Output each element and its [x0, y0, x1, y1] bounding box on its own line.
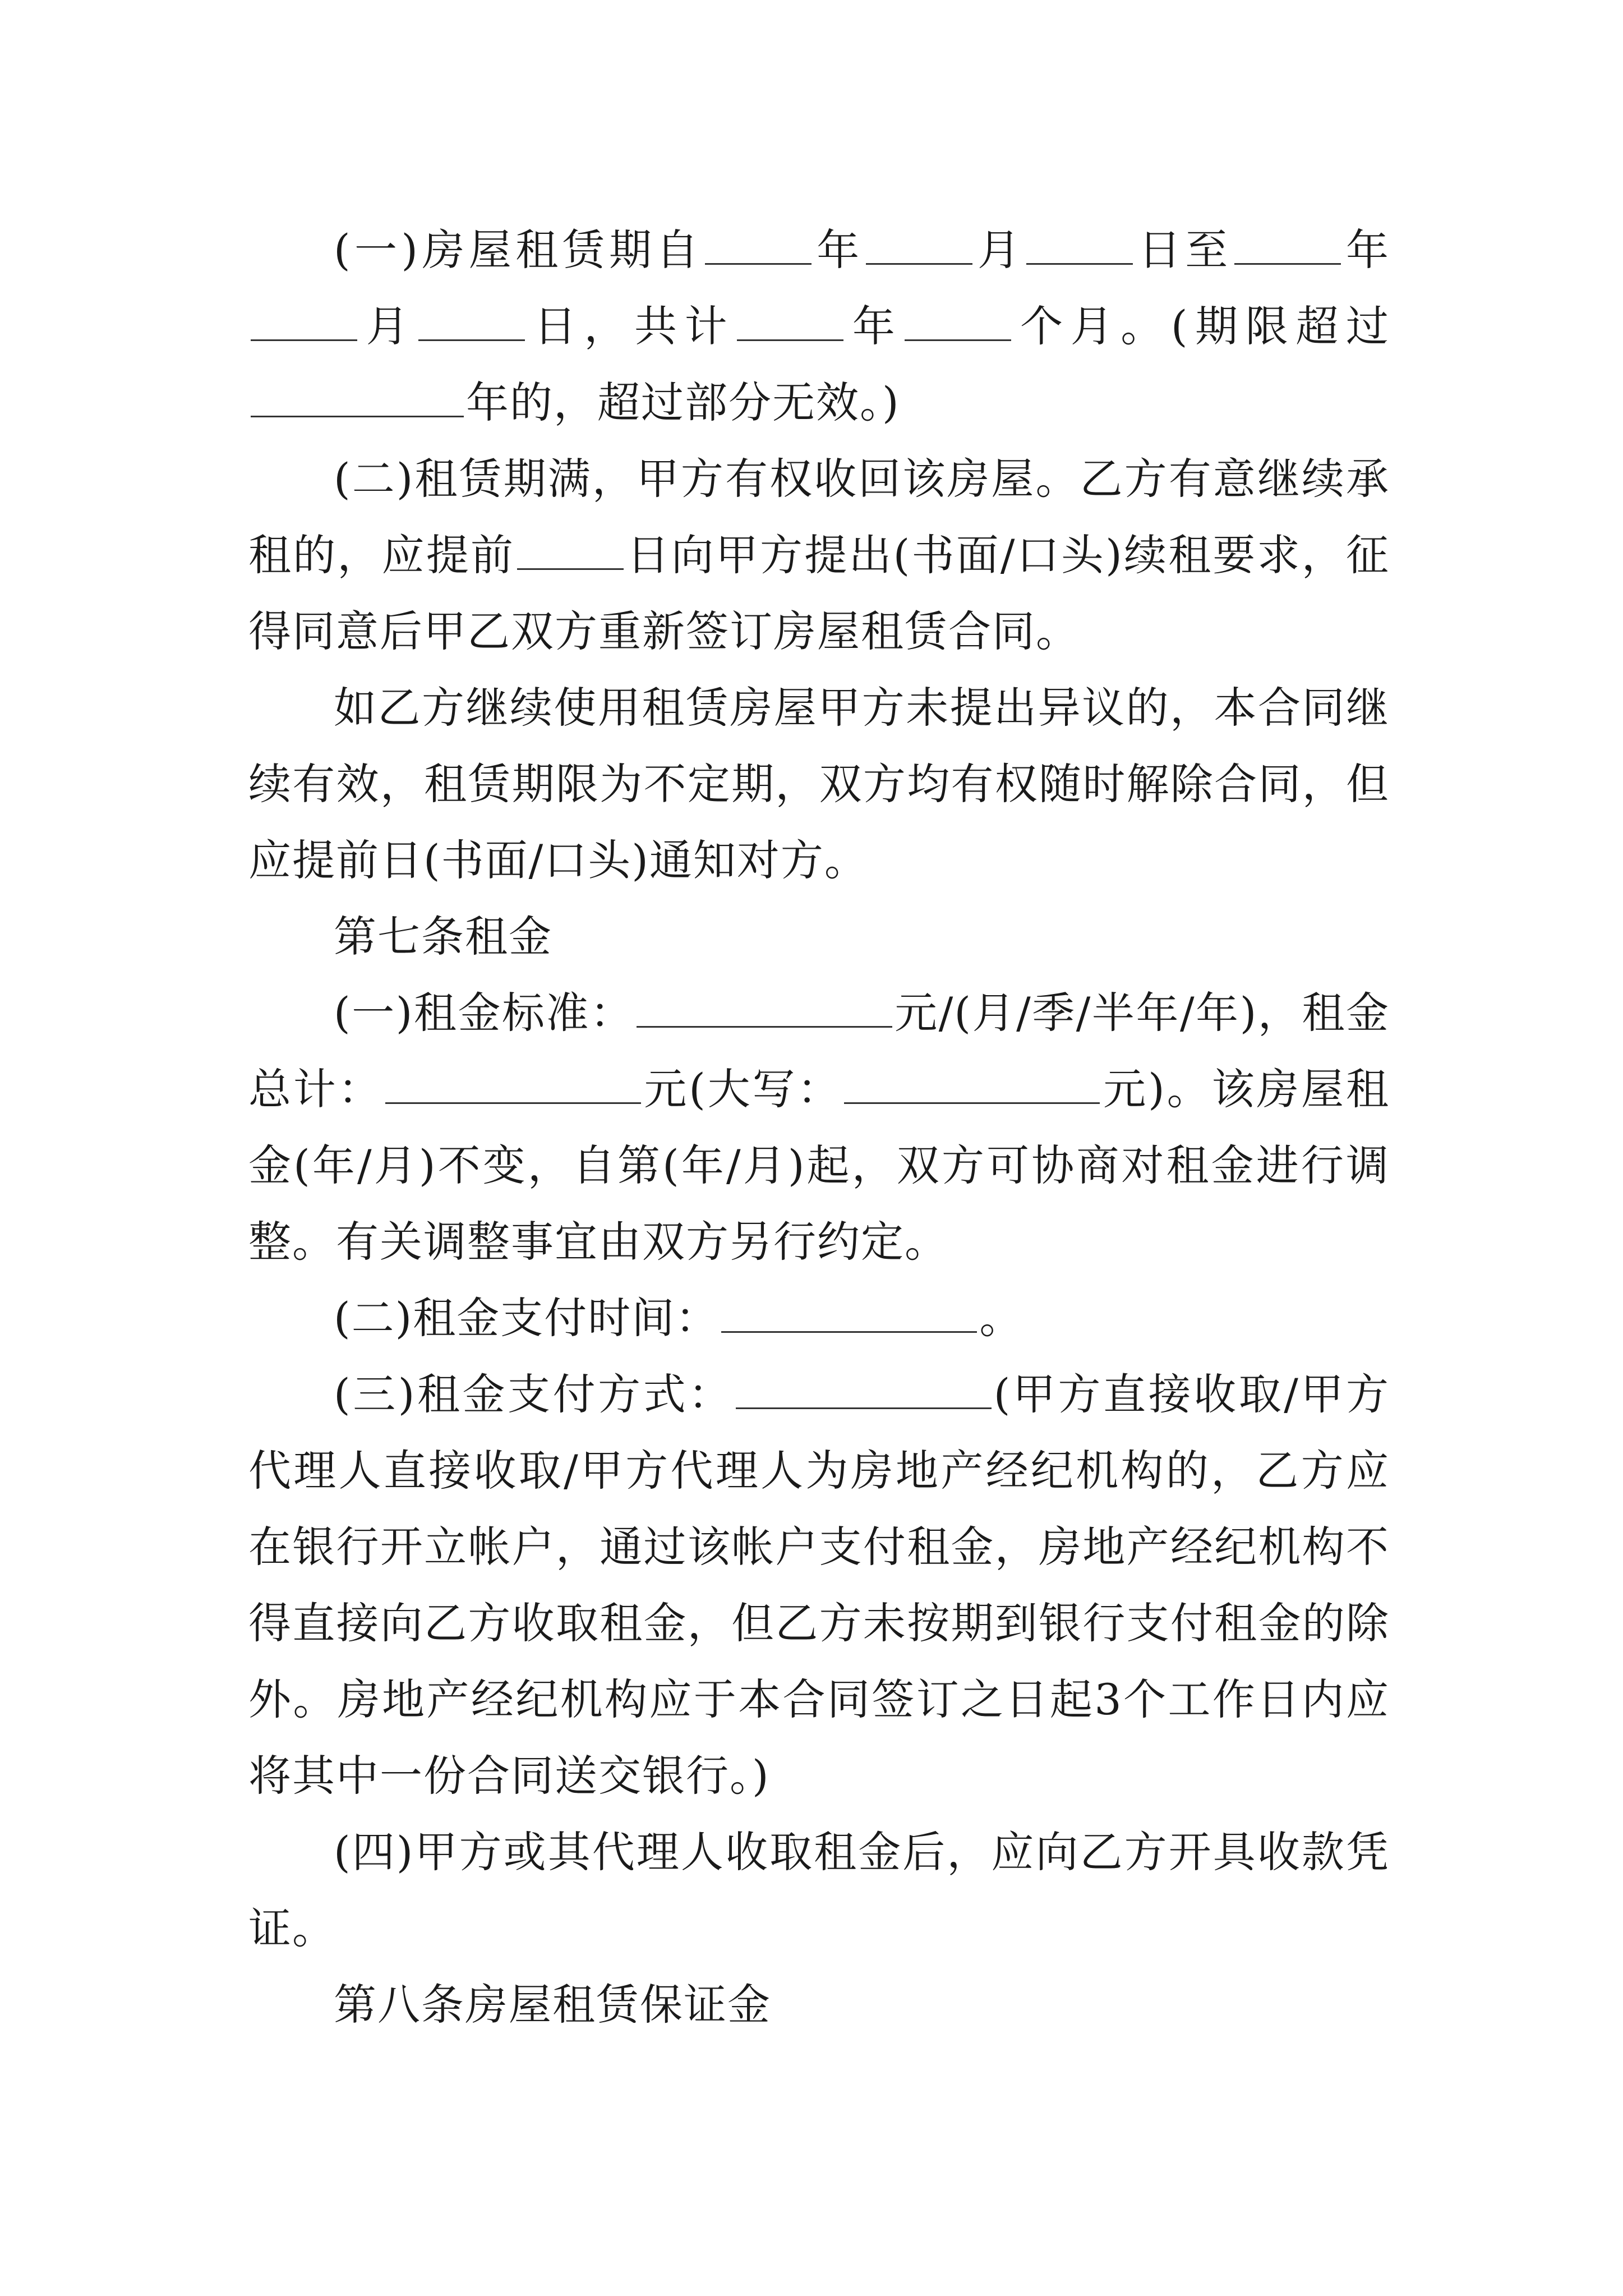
total-months-blank[interactable] [905, 306, 1011, 341]
rent-total-blank[interactable] [385, 1069, 641, 1104]
lease-term-text: (一)房屋租赁期自 [334, 225, 703, 275]
text-day-to: 日至 [1135, 225, 1232, 275]
article-8-heading: 第八条房屋租赁保证金 [334, 1980, 771, 2030]
text-month: 月 [359, 301, 417, 351]
start-year-blank[interactable] [705, 229, 811, 265]
text-year: 年 [1343, 225, 1390, 275]
rent-period-text: 元/(月/季/半年/年)，租金总计： [248, 988, 1390, 1114]
continued-use-paragraph: 如乙方继续使用租赁房屋甲方未提出异议的，本合同继续有效，租赁期限为不定期，双方均有权随时解除合同，但应提前日(书面/口头)通知对方。 [248, 683, 1390, 885]
end-day-blank[interactable] [418, 306, 525, 341]
text-invalid-excess: 年的，超过部分无效。) [466, 378, 900, 427]
total-years-blank[interactable] [737, 306, 843, 341]
text-months-limit: 个月。(期限超过 [1013, 301, 1390, 351]
renewal-text-1: (二)租赁期满，甲方有权收回该房屋。乙方有意继续承租的，应提前 [248, 454, 1390, 580]
payment-method-paragraph [248, 1356, 1390, 1814]
payment-time-paragraph [248, 1280, 1390, 1356]
renewal-paragraph [248, 441, 1390, 670]
start-month-blank[interactable] [866, 229, 972, 265]
max-years-blank[interactable] [251, 382, 464, 417]
article-7-heading: 第七条租金 [334, 912, 552, 961]
payment-method-text: (三)租金支付方式： [334, 1369, 734, 1419]
rent-amount-blank[interactable] [637, 992, 892, 1028]
rent-standard-paragraph [248, 975, 1390, 1280]
notice-days-blank[interactable] [517, 535, 624, 570]
period-mark: 。 [979, 1293, 1023, 1343]
start-day-blank[interactable] [1026, 229, 1133, 265]
renewal-text-2: 日向甲方提出(书面/口头)续租要求，征得同意后甲乙双方重新签订房屋租赁合同。 [248, 530, 1390, 656]
payment-time-text: (二)租金支付时间： [334, 1293, 720, 1343]
end-year-blank[interactable] [1234, 229, 1341, 265]
receipt-paragraph: (四)甲方或其代理人收取租金后，应向乙方开具收款凭证。 [248, 1827, 1390, 1953]
payment-time-blank[interactable] [721, 1297, 977, 1333]
rent-standard-text: (一)租金标准： [334, 988, 634, 1038]
text-month: 月 [974, 225, 1025, 275]
text-year: 年 [813, 225, 864, 275]
text-total: 日，共计 [527, 301, 735, 351]
end-month-blank[interactable] [251, 306, 357, 341]
rent-adjust-text: 元)。该房屋租金(年/月)不变，自第(年/月)起，双方可协商对租金进行调整。有关调整事宜由双方另行约定。 [248, 1064, 1390, 1267]
payment-method-detail: (甲方直接收取/甲方代理人直接收取/甲方代理人为房地产经纪机构的，乙方应在银行开立帐户，通过该帐户支付租金，房地产经纪机构不得直接向乙方收取租金，但乙方未按期到银行支付租金的除外。房地产经纪机构应于本合同签订之日起3个工作日内应将其中一份合同送交银行。) [248, 1369, 1390, 1801]
rent-capital-text: 元(大写： [643, 1064, 842, 1114]
document-page [248, 212, 1390, 2043]
payment-method-blank[interactable] [736, 1374, 992, 1409]
lease-term-paragraph [248, 212, 1390, 441]
text-year: 年 [846, 301, 903, 351]
rent-capital-blank[interactable] [844, 1069, 1100, 1104]
